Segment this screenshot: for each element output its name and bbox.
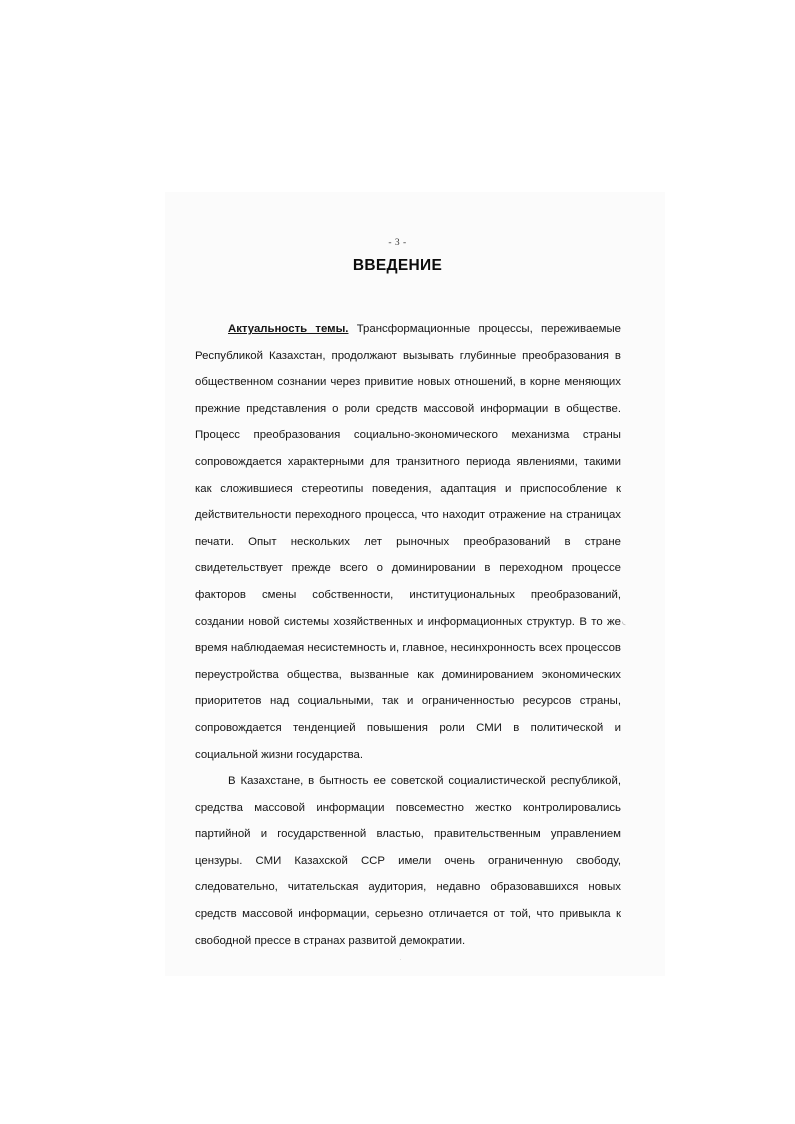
scan-mark-icon: ◟ bbox=[622, 617, 626, 627]
body-text bbox=[195, 316, 621, 954]
page-number: - 3 - bbox=[388, 238, 407, 248]
paragraph-1-text: Трансформационные процессы, переживаемые Республикой Казахстан, продолжают вызывать глубинные преобразования в общественном сознании через привитие новых отношений, в корне меняющих прежние представления о роли средств массовой информации в обществе. Процесс преобразования социально-экономического механизма страны сопровождается характерными для транзитного периода явлениями, такими как сложившиеся стереотипы поведения, адаптация и приспособление к действительности переходного процесса, что находит отражение на страницах печати. Опыт нескольких лет рыночных преобразований в стране свидетельствует прежде всего о доминировании в переходном процессе факторов смены собственности, институциональных преобразований, создании новой системы хозяйственных и информационных структур. В то же время наблюдаемая несистемность и, главное, несинхронность всех процессов переустройства общества, вызванные как доминированием экономических приоритетов над социальными, так и ограниченностью ресурсов страны, сопровождается тенденцией повышения роли СМИ в политической и социальной жизни государства. bbox=[195, 323, 621, 761]
scan-dot-icon: · bbox=[400, 957, 402, 962]
paragraph-lead: Актуальность темы. bbox=[228, 323, 349, 335]
page-title: ВВЕДЕНИЕ bbox=[352, 257, 443, 274]
paragraph-1 bbox=[195, 316, 621, 768]
paragraph-2: В Казахстане, в бытность ее советской социалистической республикой, средства массовой информации повсеместно жестко контролировались партийной и государственной властью, правительственным управлением цензуры. СМИ Казахской ССР имели очень ограниченную свободу, следовательно, читательская аудитория, недавно образовавшихся новых средств массовой информации, серьезно отличается от той, что привыкла к свободной прессе в странах развитой демократии. bbox=[195, 775, 621, 947]
